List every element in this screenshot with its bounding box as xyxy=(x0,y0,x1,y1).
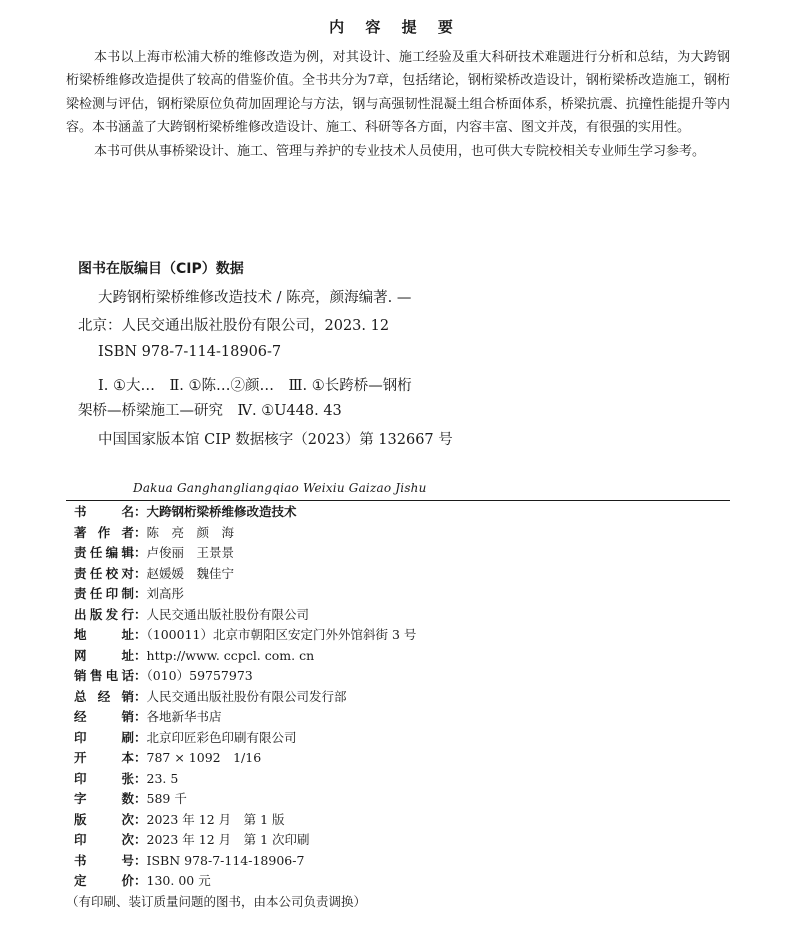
colophon-value: 2023 年 12 月 第 1 版 xyxy=(146,811,285,827)
divider xyxy=(66,500,730,501)
colophon-label: 印刷 xyxy=(74,729,134,745)
colophon-colon: ： xyxy=(134,688,147,704)
colophon-value: 130. 00 元 xyxy=(146,873,211,888)
colophon-value: 人民交通出版社股份有限公司发行部 xyxy=(146,688,347,704)
colophon-colon: ： xyxy=(134,647,147,663)
colophon-value: http://www. ccpcl. com. cn xyxy=(146,647,315,663)
cip-number: 中国国家版本馆 CIP 数据核字（2023）第 132667 号 xyxy=(98,432,453,448)
cip-title-line: 大跨钢桁梁桥维修改造技术 / 陈亮，颜海编著. — xyxy=(98,290,412,306)
colophon-label: 责任编辑 xyxy=(74,545,134,560)
colophon-label: 印次 xyxy=(74,832,134,847)
colophon-value: （010）59757973 xyxy=(146,668,253,683)
colophon-colon: ： xyxy=(134,606,147,622)
colophon-label: 开本 xyxy=(74,750,134,765)
colophon-row xyxy=(74,830,310,851)
colophon-row xyxy=(74,543,234,564)
colophon-label: 经销 xyxy=(74,709,134,724)
colophon-label: 出版发行 xyxy=(74,606,134,622)
colophon-value: 卢俊丽 王景景 xyxy=(146,545,235,560)
colophon-value: 787 × 1092 1/16 xyxy=(146,750,262,765)
summary-body xyxy=(66,46,730,163)
colophon-colon: ： xyxy=(134,750,147,765)
cip-classification: Ⅰ. ①大… Ⅱ. ①陈…②颜… Ⅲ. ①长跨桥—钢桁 xyxy=(98,378,412,394)
cip-heading: 图书在版编目（CIP）数据 xyxy=(78,261,244,277)
colophon-row xyxy=(74,871,211,892)
colophon-colon: ： xyxy=(134,627,147,642)
colophon-label: 总经销 xyxy=(74,688,134,704)
colophon-row xyxy=(74,523,234,544)
colophon-row xyxy=(74,564,234,585)
colophon-row xyxy=(74,789,187,810)
colophon-row xyxy=(74,851,304,872)
colophon-colon: ： xyxy=(134,770,147,786)
colophon-colon: ： xyxy=(134,873,147,888)
colophon-label: 销售电话 xyxy=(74,668,134,683)
colophon-row xyxy=(74,769,178,790)
colophon-colon: ： xyxy=(134,565,147,581)
colophon-row xyxy=(74,502,297,523)
colophon-row xyxy=(74,748,261,769)
colophon-colon: ： xyxy=(134,586,147,601)
colophon-label: 地址 xyxy=(74,627,134,642)
colophon-value: 2023 年 12 月 第 1 次印刷 xyxy=(146,832,310,847)
colophon-colon: ： xyxy=(134,811,147,827)
colophon-colon: ： xyxy=(134,729,147,745)
colophon-label: 著作者 xyxy=(74,524,134,540)
return-note: （有印刷、装订质量问题的图书，由本公司负责调换） xyxy=(66,894,367,909)
cip-publisher-line: 北京：人民交通出版社股份有限公司，2023. 12 xyxy=(78,318,390,334)
colophon-colon: ： xyxy=(134,545,147,560)
summary-title: 内 容 提 要 xyxy=(329,18,461,36)
colophon-row xyxy=(74,646,314,667)
summary-paragraph: 本书可供从事桥梁设计、施工、管理与养护的专业技术人员使用，也可供大专院校相关专业师生学习参考。 xyxy=(94,143,706,159)
colophon-row xyxy=(74,666,253,687)
colophon-value: 589 千 xyxy=(146,791,187,806)
colophon-label: 书名 xyxy=(74,504,134,519)
colophon-value: 各地新华书店 xyxy=(146,709,222,724)
colophon-label: 版次 xyxy=(74,811,134,827)
colophon-label: 印张 xyxy=(74,770,134,786)
colophon-value: 北京印匠彩色印刷有限公司 xyxy=(146,729,297,745)
colophon-label: 责任校对 xyxy=(74,565,134,581)
colophon-value: ISBN 978-7-114-18906-7 xyxy=(146,852,305,868)
pinyin-title: Dakua Ganghangliangqiao Weixiu Gaizao Jishu xyxy=(133,481,427,495)
cip-classification-cont: 架桥—桥梁施工—研究 Ⅳ. ①U448. 43 xyxy=(78,403,342,419)
colophon-label: 书号 xyxy=(74,852,134,868)
colophon-label: 字数 xyxy=(74,791,134,806)
colophon-label: 责任印制 xyxy=(74,586,134,601)
colophon-row xyxy=(74,728,297,749)
colophon-value: 赵媛媛 魏佳宁 xyxy=(146,565,235,581)
colophon-colon: ： xyxy=(134,709,147,724)
colophon-colon: ： xyxy=(134,791,147,806)
colophon-value: 人民交通出版社股份有限公司 xyxy=(146,606,310,622)
colophon-colon: ： xyxy=(134,832,147,847)
colophon-value: 大跨钢桁梁桥维修改造技术 xyxy=(146,504,297,519)
colophon-row xyxy=(74,687,347,708)
colophon-colon: ： xyxy=(134,668,147,683)
colophon-row xyxy=(74,584,184,605)
colophon-value: 刘高彤 xyxy=(146,586,185,601)
colophon-label: 网址 xyxy=(74,647,134,663)
colophon-value: （100011）北京市朝阳区安定门外外馆斜街 3 号 xyxy=(146,627,417,642)
colophon-value: 23. 5 xyxy=(146,770,179,786)
colophon-colon: ： xyxy=(134,504,147,519)
colophon-row xyxy=(74,810,285,831)
colophon-colon: ： xyxy=(134,852,147,868)
colophon-colon: ： xyxy=(134,524,147,540)
colophon-row xyxy=(74,625,416,646)
colophon-row xyxy=(74,605,309,626)
colophon-value: 陈 亮 颜 海 xyxy=(146,524,235,540)
summary-paragraph: 本书以上海市松浦大桥的维修改造为例，对其设计、施工经验及重大科研技术难题进行分析和总结，为大跨钢桁梁桥维修改造提供了较高的借鉴价值。全书共分为7章，包括绪论，钢桁梁桥改造设计，钢桁梁桥改造施工，钢桁梁检测与评估，钢桁梁原位负荷加固理论与方法，钢与高强韧性混凝土组合桥面体系，桥梁抗震、抗撞性能提升等内容。本书涵盖了大跨钢桁梁桥维修改造设计、施工、科研等各方面，内容丰富、图文并茂，有很强的实用性。 xyxy=(66,50,730,136)
colophon-row xyxy=(74,707,222,728)
colophon-label: 定价 xyxy=(74,873,134,888)
cip-isbn: ISBN 978-7-114-18906-7 xyxy=(98,344,282,360)
